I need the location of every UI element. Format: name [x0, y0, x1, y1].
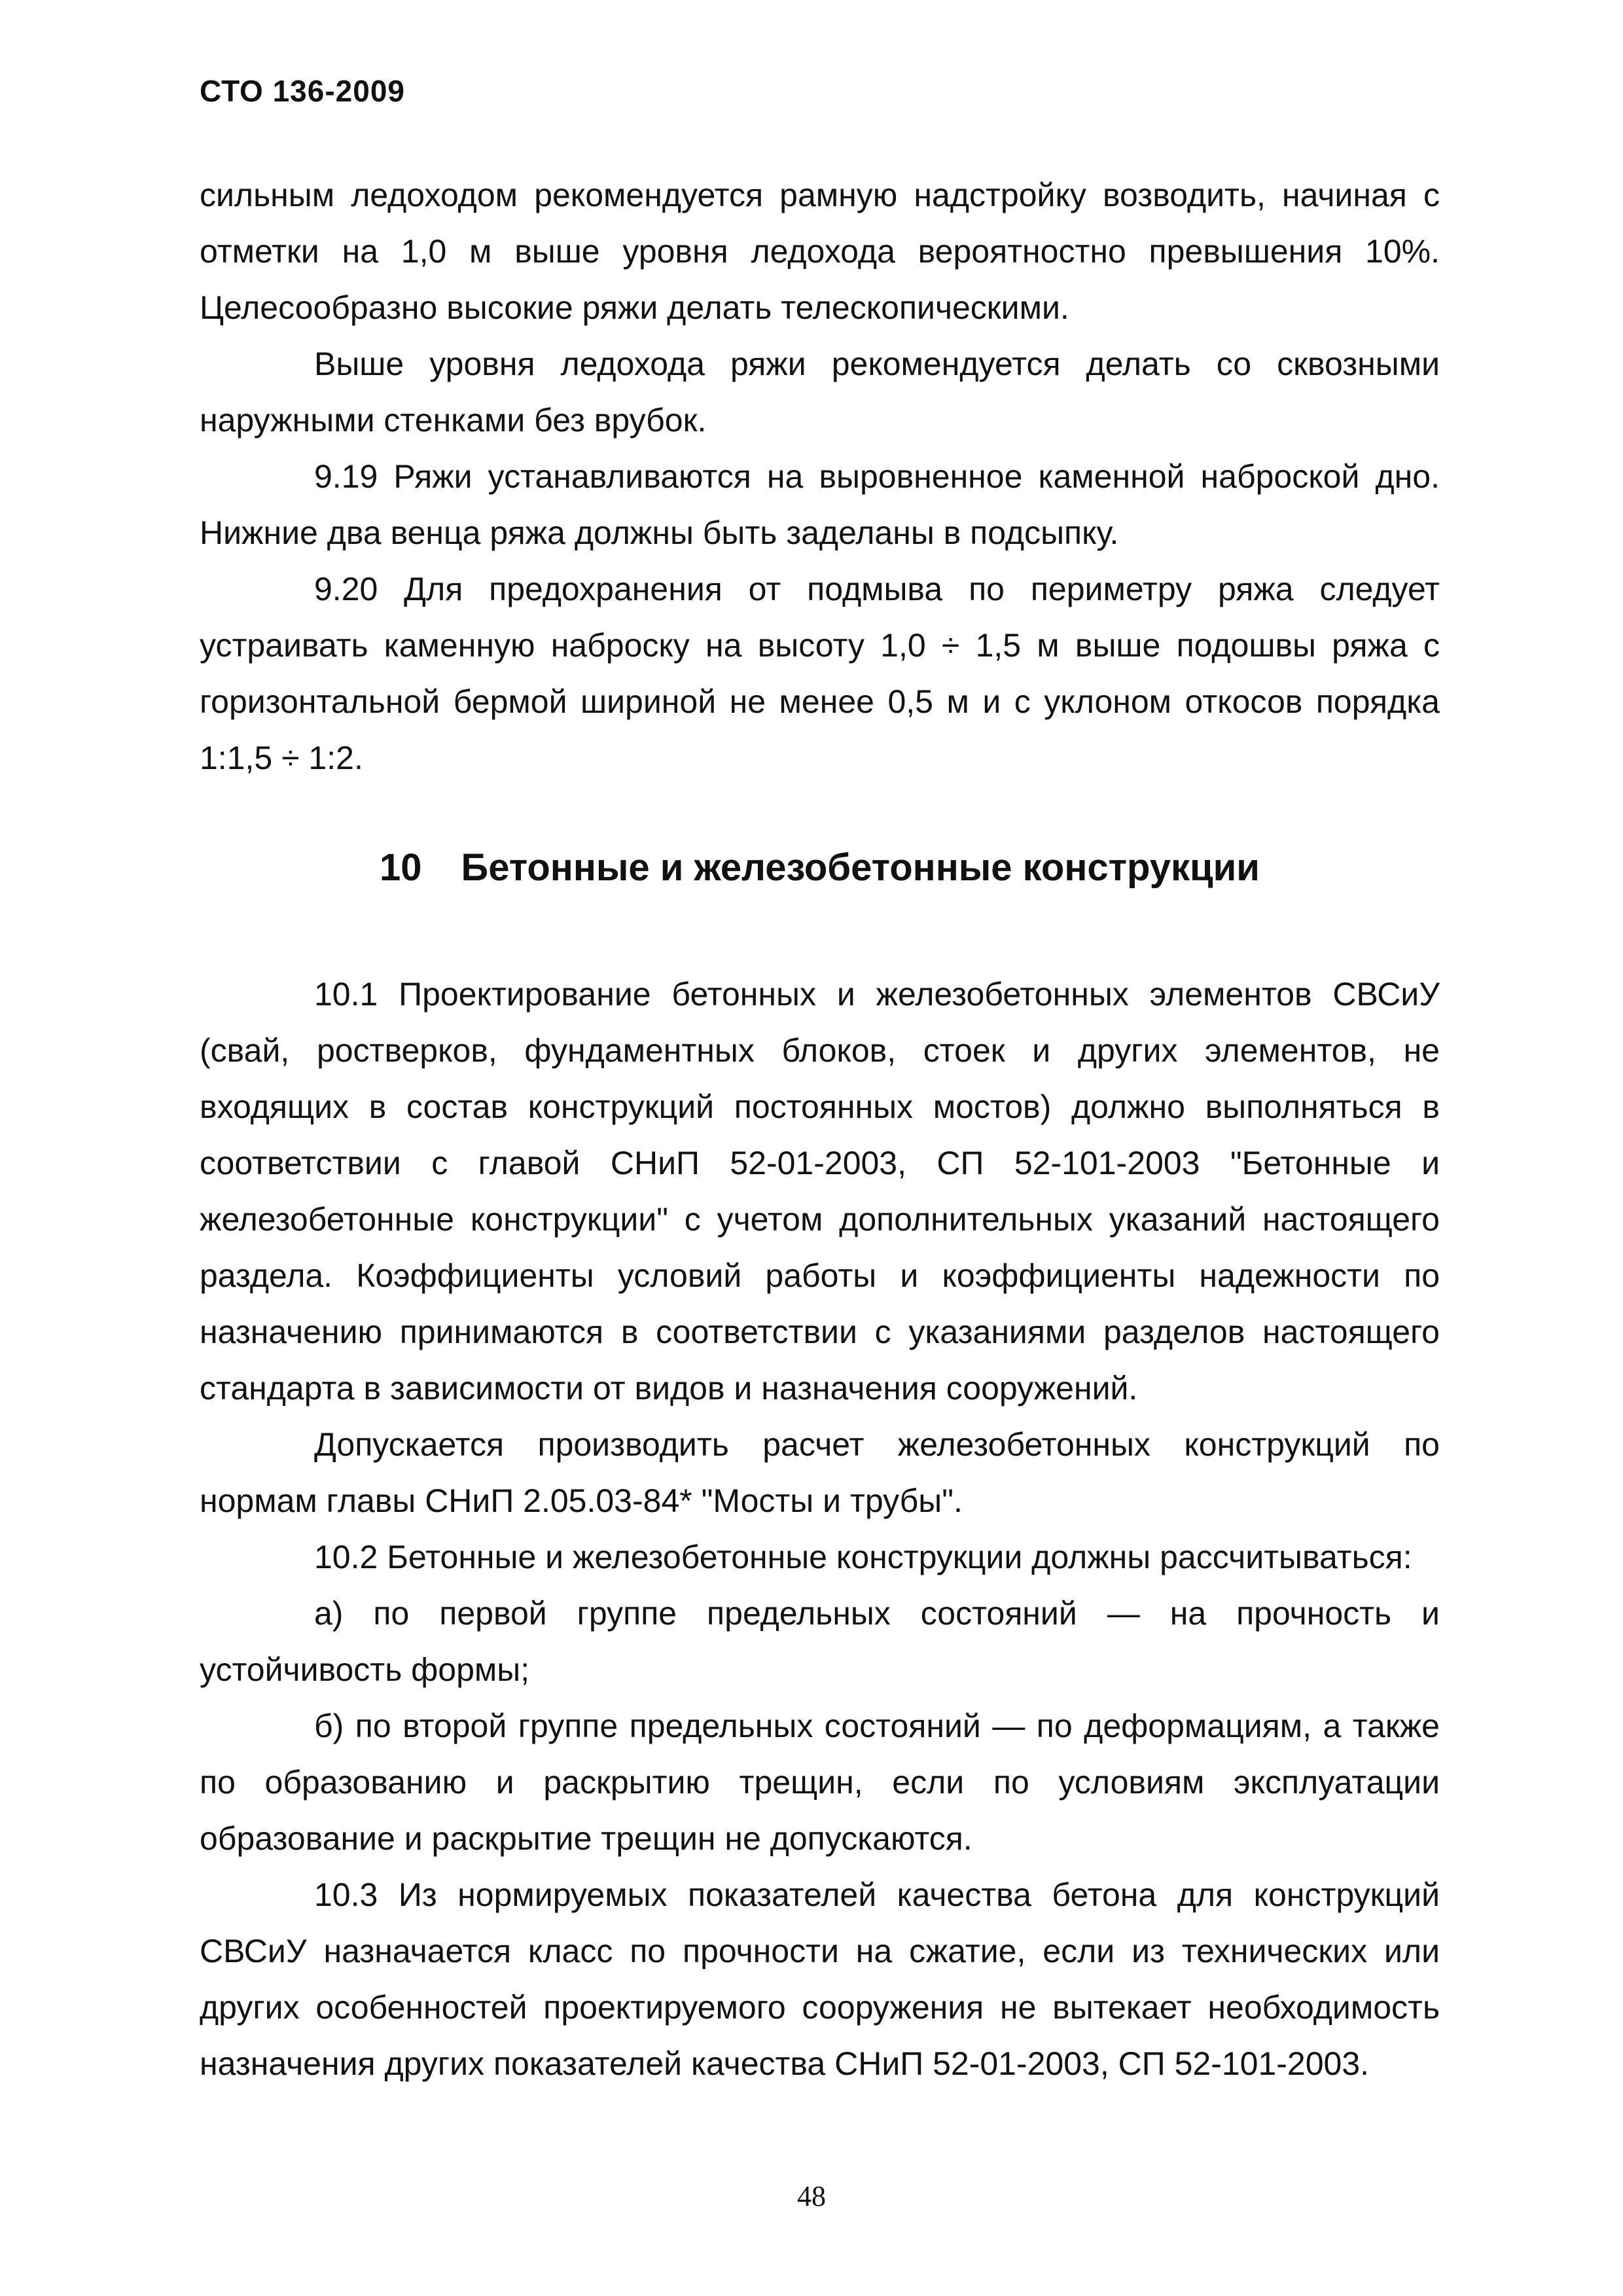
paragraph-10-1: 10.1 Проектирование бетонных и железобетонных элементов СВСиУ (свай, ростверков, фундаментных блоков, стоек и других элементов, не входящих в состав конструкций постоянных мостов) должно выполняться в соответствии с главой СНиП 52-01-2003, СП 52-101-2003 "Бетонные и железобетонные конструкции" с учетом дополнительных указаний настоящего раздела. Коэффициенты условий работы и коэффициенты надежности по назначению принимаются в соответствии с указаниями разделов настоящего стандарта в зависимости от видов и назначения сооружений. — [200, 976, 1440, 1407]
section-title: Бетонные и железобетонные конструкции — [461, 846, 1260, 889]
list-item-b: б) по второй группе предельных состояний — по деформациям, а также по образованию и раскрытию трещин, если по условиям эксплуатации образование и раскрытие трещин не допускаются. — [200, 1708, 1440, 1857]
paragraph-10-3: 10.3 Из нормируемых показателей качества бетона для конструкций СВСиУ назначается класс по прочности на сжатие, если из технических или других особенностей проектируемого сооружения не вытекает необходимость назначения других показателей качества СНиП 52-01-2003, СП 52-101-2003. — [200, 1876, 1440, 2082]
section-heading — [200, 838, 1440, 897]
list-item-a: а) по первой группе предельных состояний — на прочность и устойчивость формы; — [200, 1595, 1440, 1688]
paragraph-continuation: сильным ледоходом рекомендуется рамную надстройку возводить, начиная с отметки на 1,0 м выше уровня ледохода вероятностно превышения 10%. Целесообразно высокие ряжи делать телескопическими. — [200, 177, 1440, 326]
paragraph-9-19: 9.19 Ряжи устанавливаются на выровненное каменной наброской дно. Нижние два венца ряжа должны быть заделаны в подсыпку. — [200, 458, 1440, 551]
paragraph-10-2: 10.2 Бетонные и железобетонные конструкции должны рассчитываться: — [314, 1539, 1412, 1575]
paragraph-9-20: 9.20 Для предохранения от подмыва по периметру ряжа следует устраивать каменную наброску на высоту 1,0 ÷ 1,5 м выше подошвы ряжа с горизонтальной бермой шириной не менее 0,5 м и с уклоном откосов порядка 1:1,5 ÷ 1:2. — [200, 571, 1440, 776]
paragraph-allowed-calc: Допускается производить расчет железобетонных конструкций по нормам главы СНиП 2.05.03-84* "Мосты и трубы". — [200, 1426, 1440, 1519]
paragraph-above-ice: Выше уровня ледохода ряжи рекомендуется делать со сквозными наружными стенками без врубок. — [200, 346, 1440, 439]
page-number: 48 — [797, 2180, 826, 2212]
section-number: 10 — [380, 846, 422, 889]
page-content — [200, 167, 1440, 2092]
document-code: СТО 136-2009 — [200, 74, 405, 108]
